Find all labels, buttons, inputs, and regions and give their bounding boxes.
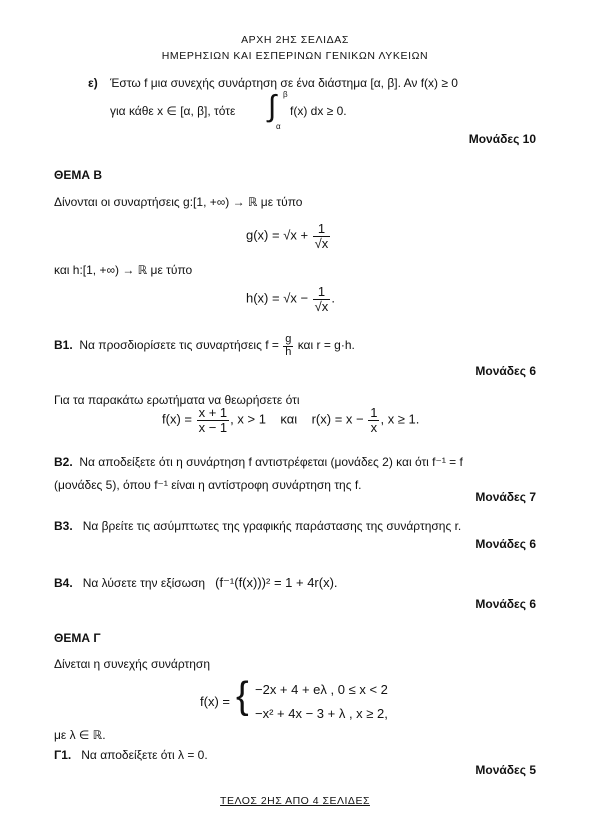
f-numerator: x + 1 bbox=[198, 405, 228, 420]
g1-question bbox=[54, 748, 208, 762]
b4-text: Να λύσετε την εξίσωση bbox=[82, 576, 206, 590]
f-condition: , x > 1 bbox=[230, 411, 266, 427]
g-numerator: 1 bbox=[317, 221, 326, 236]
units-b3: Μονάδες 6 bbox=[475, 537, 536, 551]
b2-line2: (μονάδες 5), όπου f⁻¹ είναι η αντίστροφη συνάρτηση της f. bbox=[54, 478, 362, 492]
h-lhs: h(x) = √x − bbox=[246, 290, 309, 306]
b1-label: Β1. bbox=[54, 338, 73, 353]
piecewise-case1: −2x + 4 + eλ , 0 ≤ x < 2 bbox=[255, 682, 388, 697]
h-denominator: √x bbox=[314, 298, 329, 314]
thema-g-intro: Δίνεται η συνεχής συνάρτηση bbox=[54, 657, 211, 671]
units-b1: Μονάδες 6 bbox=[475, 364, 536, 378]
units-b2: Μονάδες 7 bbox=[475, 490, 536, 504]
r-lhs: r(x) = x − bbox=[311, 411, 364, 427]
h-formula bbox=[246, 285, 335, 313]
thema-b-intro: Δίνονται οι συναρτήσεις g:[1, +∞) → ℝ με τύπο bbox=[54, 195, 303, 209]
g-denominator: √x bbox=[314, 235, 329, 251]
h-intro: και h:[1, +∞) → ℝ με τύπο bbox=[54, 263, 193, 277]
integral-lower: α bbox=[276, 122, 281, 131]
b1-fraction bbox=[283, 334, 293, 358]
r-denominator: x bbox=[368, 420, 379, 435]
kai-word: και bbox=[280, 411, 298, 427]
b2-line1 bbox=[54, 455, 463, 469]
f-fraction bbox=[197, 406, 230, 434]
r-numerator: 1 bbox=[370, 405, 378, 420]
piecewise-brace: { bbox=[236, 675, 249, 717]
b1-denominator: h bbox=[285, 345, 292, 358]
g1-text: Να αποδείξετε ότι λ = 0. bbox=[81, 748, 208, 762]
b3-question bbox=[54, 519, 461, 533]
g1-label: Γ1. bbox=[54, 748, 72, 762]
page-header-line2: ΗΜΕΡΗΣΙΩΝ ΚΑΙ ΕΣΠΕΡΙΝΩΝ ΓΕΝΙΚΩΝ ΛΥΚΕΙΩΝ bbox=[161, 50, 429, 62]
b1-text: Να προσδιορίσετε τις συναρτήσεις f = bbox=[79, 338, 279, 353]
g-lhs: g(x) = √x + bbox=[246, 227, 309, 243]
r-condition: , x ≥ 1. bbox=[380, 411, 420, 427]
item-e-label: ε) bbox=[88, 76, 98, 90]
piecewise-case2: −x² + 4x − 3 + λ , x ≥ 2, bbox=[255, 706, 388, 721]
page-footer: ΤΕΛΟΣ 2ΗΣ ΑΠΟ 4 ΣΕΛΙΔΕΣ bbox=[220, 795, 370, 807]
units-e: Μονάδες 10 bbox=[468, 132, 536, 146]
thema-b-title: ΘΕΜΑ Β bbox=[54, 168, 102, 182]
f-r-definitions bbox=[162, 406, 419, 434]
b3-text: Να βρείτε τις ασύμπτωτες της γραφικής παράστασης της συνάρτησης r. bbox=[82, 519, 462, 533]
g-formula bbox=[246, 222, 331, 250]
h-numerator: 1 bbox=[317, 284, 326, 299]
units-g1: Μονάδες 5 bbox=[475, 763, 536, 777]
thema-g-title: ΘΕΜΑ Γ bbox=[54, 631, 101, 645]
b2-text1: Να αποδείξετε ότι η συνάρτηση f αντιστρέφεται (μονάδες 2) και ότι f⁻¹ = f bbox=[79, 455, 463, 469]
b4-equation: (f⁻¹(f(x)))² = 1 + 4r(x). bbox=[215, 575, 338, 590]
b3-label: Β3. bbox=[54, 519, 73, 533]
g-fraction bbox=[313, 222, 331, 250]
b4-question bbox=[54, 575, 338, 591]
f-lhs: f(x) = bbox=[162, 411, 192, 427]
integral-upper: β bbox=[283, 90, 288, 99]
item-e-text2: για κάθε x ∈ [α, β], τότε bbox=[110, 104, 236, 118]
b2-label: Β2. bbox=[54, 455, 73, 469]
consider-text: Για τα παρακάτω ερωτήματα να θεωρήσετε ότι bbox=[54, 393, 300, 407]
b1-text2: και r = g·h. bbox=[297, 338, 355, 353]
b1-question bbox=[54, 334, 355, 358]
h-end: . bbox=[331, 290, 335, 306]
units-b4: Μονάδες 6 bbox=[475, 597, 536, 611]
h-fraction bbox=[313, 285, 331, 313]
piecewise-lhs: f(x) = bbox=[200, 694, 230, 709]
r-fraction bbox=[368, 406, 379, 434]
page-header-line1: ΑΡΧΗ 2ΗΣ ΣΕΛΙΔΑΣ bbox=[241, 34, 349, 46]
integral-body: f(x) dx ≥ 0. bbox=[290, 104, 347, 118]
b4-label: Β4. bbox=[54, 576, 73, 590]
b1-numerator: g bbox=[285, 333, 292, 345]
f-denominator: x − 1 bbox=[198, 419, 228, 435]
item-e-text1: Έστω f μια συνεχής συνάρτηση σε ένα διάστημα [α, β]. Αν f(x) ≥ 0 bbox=[110, 76, 458, 90]
lambda-domain: με λ ∈ ℝ. bbox=[54, 728, 106, 742]
integral-sign: ∫ bbox=[268, 90, 277, 123]
